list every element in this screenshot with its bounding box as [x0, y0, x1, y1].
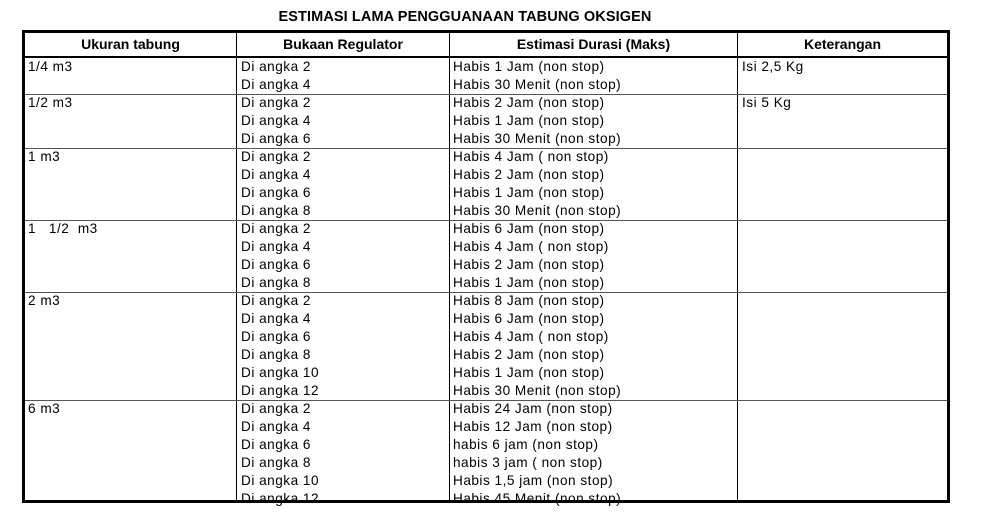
duration-value: Habis 24 Jam (non stop) — [453, 401, 613, 416]
cell-note: Isi 5 Kg — [742, 95, 792, 110]
duration-value: habis 3 jam ( non stop) — [453, 455, 603, 470]
table-header — [25, 33, 947, 58]
cell-note: Isi 2,5 Kg — [742, 59, 804, 74]
cell-size: 1/2 m3 — [28, 95, 73, 110]
duration-value: Habis 1 Jam (non stop) — [453, 185, 605, 200]
regulator-value: Di angka 8 — [241, 203, 311, 218]
regulator-value: Di angka 2 — [241, 293, 311, 308]
table-row-group — [25, 58, 947, 95]
cell-size: 6 m3 — [28, 401, 61, 416]
cell-regulator-list — [241, 148, 311, 220]
cell-duration-list — [453, 400, 621, 508]
duration-value: Habis 2 Jam (non stop) — [453, 347, 605, 362]
duration-value: Habis 30 Menit (non stop) — [453, 131, 622, 146]
cell-duration-list — [453, 148, 621, 220]
cell-regulator-list — [241, 292, 319, 400]
regulator-value: Di angka 8 — [241, 455, 311, 470]
regulator-value: Di angka 6 — [241, 437, 311, 452]
duration-value: Habis 6 Jam (non stop) — [453, 221, 605, 236]
duration-value: Habis 30 Menit (non stop) — [453, 203, 622, 218]
header-duration: Estimasi Durasi (Maks) — [516, 36, 671, 52]
regulator-value: Di angka 8 — [241, 347, 311, 362]
cell-regulator-list — [241, 94, 311, 148]
cell-duration-list — [453, 292, 621, 400]
regulator-value: Di angka 4 — [241, 311, 311, 326]
duration-value: Habis 1 Jam (non stop) — [453, 59, 605, 74]
duration-value: Habis 4 Jam ( non stop) — [453, 329, 609, 344]
cell-size: 1/4 m3 — [28, 59, 73, 74]
regulator-value: Di angka 4 — [241, 77, 311, 92]
regulator-value: Di angka 12 — [241, 491, 320, 506]
table-row-group — [25, 292, 947, 401]
duration-value: Habis 8 Jam (non stop) — [453, 293, 605, 308]
regulator-value: Di angka 4 — [241, 167, 311, 182]
regulator-value: Di angka 6 — [241, 131, 311, 146]
regulator-value: Di angka 2 — [241, 149, 311, 164]
duration-value: Habis 1 Jam (non stop) — [453, 275, 605, 290]
header-size: Ukuran tabung — [81, 36, 180, 52]
table-row-group — [25, 94, 947, 149]
cell-duration-list — [453, 220, 609, 292]
duration-value: Habis 1 Jam (non stop) — [453, 365, 605, 380]
duration-value: habis 6 jam (non stop) — [453, 437, 599, 452]
table-row-group — [25, 148, 947, 221]
duration-value: Habis 45 Menit (non stop) — [453, 491, 622, 506]
duration-value: Habis 2 Jam (non stop) — [453, 167, 605, 182]
duration-value: Habis 2 Jam (non stop) — [453, 95, 605, 110]
regulator-value: Di angka 4 — [241, 419, 311, 434]
cell-size: 1 1/2 m3 — [28, 221, 98, 236]
duration-value: Habis 4 Jam ( non stop) — [453, 149, 609, 164]
duration-value: Habis 4 Jam ( non stop) — [453, 239, 609, 254]
table-row-group — [25, 400, 947, 509]
regulator-value: Di angka 2 — [241, 95, 311, 110]
duration-value: Habis 2 Jam (non stop) — [453, 257, 605, 272]
oxygen-duration-table — [22, 30, 950, 506]
regulator-value: Di angka 6 — [241, 257, 311, 272]
regulator-value: Di angka 10 — [241, 365, 320, 380]
regulator-value: Di angka 2 — [241, 401, 311, 416]
cell-duration-list — [453, 58, 621, 94]
cell-duration-list — [453, 94, 621, 148]
table-row-group — [25, 220, 947, 293]
duration-value: Habis 12 Jam (non stop) — [453, 419, 613, 434]
regulator-value: Di angka 6 — [241, 329, 311, 344]
regulator-value: Di angka 8 — [241, 275, 311, 290]
regulator-value: Di angka 4 — [241, 239, 311, 254]
regulator-value: Di angka 2 — [241, 59, 311, 74]
duration-value: Habis 30 Menit (non stop) — [453, 77, 622, 92]
document-title: ESTIMASI LAMA PENGGUANAAN TABUNG OKSIGEN — [278, 9, 652, 25]
duration-value: Habis 1,5 jam (non stop) — [453, 473, 614, 488]
regulator-value: Di angka 12 — [241, 383, 320, 398]
header-note: Keterangan — [803, 36, 882, 52]
cell-regulator-list — [241, 58, 311, 94]
regulator-value: Di angka 2 — [241, 221, 311, 236]
duration-value: Habis 1 Jam (non stop) — [453, 113, 605, 128]
cell-regulator-list — [241, 400, 319, 508]
duration-value: Habis 30 Menit (non stop) — [453, 383, 622, 398]
cell-size: 1 m3 — [28, 149, 61, 164]
regulator-value: Di angka 4 — [241, 113, 311, 128]
regulator-value: Di angka 6 — [241, 185, 311, 200]
header-regulator: Bukaan Regulator — [283, 36, 403, 52]
regulator-value: Di angka 10 — [241, 473, 320, 488]
cell-regulator-list — [241, 220, 311, 292]
duration-value: Habis 6 Jam (non stop) — [453, 311, 605, 326]
cell-size: 2 m3 — [28, 293, 61, 308]
